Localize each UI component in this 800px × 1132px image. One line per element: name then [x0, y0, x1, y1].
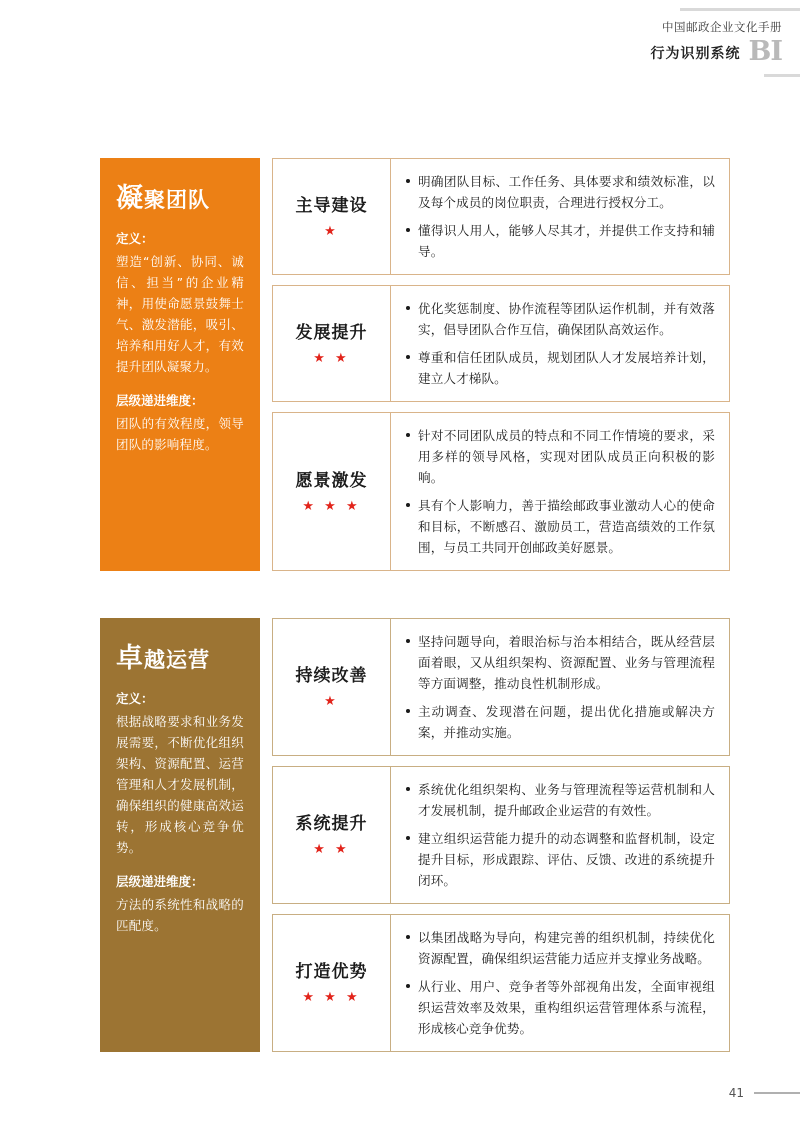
section-side-card	[100, 618, 260, 1052]
bullet-item: 系统优化组织架构、业务与管理流程等运营机制和人才发展机制，提升邮政企业运营的有效性。	[405, 779, 715, 821]
level-bullets	[391, 619, 729, 755]
level-bullets	[391, 159, 729, 274]
footer-rule	[754, 1092, 800, 1094]
level-row	[272, 618, 730, 756]
level-title: 发展提升	[295, 322, 368, 343]
section-title	[116, 183, 244, 214]
section-side-card	[100, 158, 260, 571]
level-stars: ★ ★	[313, 842, 350, 857]
section-title-rest: 聚团队	[144, 188, 210, 212]
bullet-item: 懂得识人用人，能够人尽其才，并提供工作支持和辅导。	[405, 220, 715, 262]
level-header	[273, 159, 391, 274]
level-rows	[272, 158, 730, 571]
header-system-row	[440, 36, 782, 67]
bullet-item: 以集团战略为导向，构建完善的组织机制，持续优化资源配置，确保组织运营能力适应并支撑业务战略。	[405, 927, 715, 969]
level-bullets	[391, 286, 729, 401]
bullet-item: 具有个人影响力，善于描绘邮政事业激动人心的使命和目标，不断感召、激励员工，营造高绩效的工作氛围，与员工共同开创邮政美好愿景。	[405, 495, 715, 558]
header-system-title: 行为识别系统	[650, 46, 741, 62]
page-footer	[729, 1086, 800, 1100]
level-title: 系统提升	[295, 814, 368, 834]
dimension-label: 层级递进维度：	[116, 393, 204, 408]
level-title: 持续改善	[295, 666, 368, 686]
level-row	[272, 285, 730, 402]
level-header	[273, 767, 391, 903]
level-stars: ★	[324, 223, 339, 239]
page-number: 41	[728, 1086, 744, 1100]
bi-mark: BI	[748, 36, 782, 67]
level-stars: ★	[324, 694, 339, 709]
bullet-item: 尊重和信任团队成员，规划团队人才发展培养计划，建立人才梯队。	[405, 347, 715, 389]
section-title-prefix: 卓	[116, 643, 144, 674]
level-bullets	[391, 413, 729, 570]
competency-section-zhuoyueyunying	[100, 618, 730, 1052]
dimension-label: 层级递进维度：	[116, 874, 204, 889]
bullet-item: 坚持问题导向，着眼治标与治本相结合，既从经营层面着眼，又从组织架构、资源配置、业务与管理流程等方面调整，推动良性机制形成。	[405, 631, 715, 694]
definition-block	[116, 229, 244, 377]
definition-block	[116, 689, 244, 858]
bullet-item: 主动调查、发现潜在问题，提出优化措施或解决方案，并推动实施。	[405, 701, 715, 743]
definition-label: 定义：	[116, 691, 154, 706]
level-header	[273, 915, 391, 1051]
level-header	[273, 619, 391, 755]
level-rows	[272, 618, 730, 1052]
level-stars: ★ ★ ★	[302, 990, 361, 1005]
dimension-block	[116, 391, 244, 455]
level-bullets	[391, 767, 729, 903]
definition-text: 塑造“创新、协同、诚信、担当”的企业精神，用使命愿景鼓舞士气、激发潜能，吸引、培养和用好人才，有效提升团队凝聚力。	[116, 254, 244, 374]
level-row	[272, 766, 730, 904]
bullet-item: 建立组织运营能力提升的动态调整和监督机制，设定提升目标，形成跟踪、评估、反馈、改进的系统提升闭环。	[405, 828, 715, 891]
section-title-prefix: 凝	[116, 183, 144, 214]
header-manual-title: 中国邮政企业文化手册	[662, 20, 782, 34]
dimension-block	[116, 872, 244, 936]
level-title: 愿景激发	[295, 470, 368, 491]
level-header	[273, 413, 391, 570]
level-stars: ★ ★	[313, 350, 350, 366]
competency-section-ningjutuandui	[100, 158, 730, 571]
level-bullets	[391, 915, 729, 1051]
section-title	[116, 643, 244, 674]
level-header	[273, 286, 391, 401]
level-row	[272, 412, 730, 571]
section-title-rest: 越运营	[144, 648, 210, 672]
level-row	[272, 158, 730, 275]
level-stars: ★ ★ ★	[302, 498, 361, 514]
bullet-item: 针对不同团队成员的特点和不同工作情境的要求，采用多样的领导风格，实现对团队成员正向积极的影响。	[405, 425, 715, 488]
bullet-item: 优化奖惩制度、协作流程等团队运作机制，并有效落实，倡导团队合作互信，确保团队高效运作。	[405, 298, 715, 340]
definition-text: 根据战略要求和业务发展需要，不断优化组织架构、资源配置、运营管理和人才发展机制，确保组织的健康高效运转，形成核心竞争优势。	[116, 714, 244, 855]
level-row	[272, 914, 730, 1052]
bullet-item: 从行业、用户、竞争者等外部视角出发，全面审视组织运营效率及效果，重构组织运营管理体系与流程，形成核心竞争优势。	[405, 976, 715, 1039]
header-rule-bottom	[764, 74, 800, 77]
bullet-item: 明确团队目标、工作任务、具体要求和绩效标准，以及每个成员的岗位职责，合理进行授权分工。	[405, 171, 715, 213]
dimension-text: 方法的系统性和战略的匹配度。	[116, 897, 244, 933]
definition-label: 定义：	[116, 231, 154, 246]
header-rule-top	[680, 8, 800, 11]
dimension-text: 团队的有效程度，领导团队的影响程度。	[116, 416, 244, 452]
level-title: 打造优势	[295, 962, 368, 982]
level-title: 主导建设	[295, 195, 368, 216]
page-header	[440, 18, 800, 67]
